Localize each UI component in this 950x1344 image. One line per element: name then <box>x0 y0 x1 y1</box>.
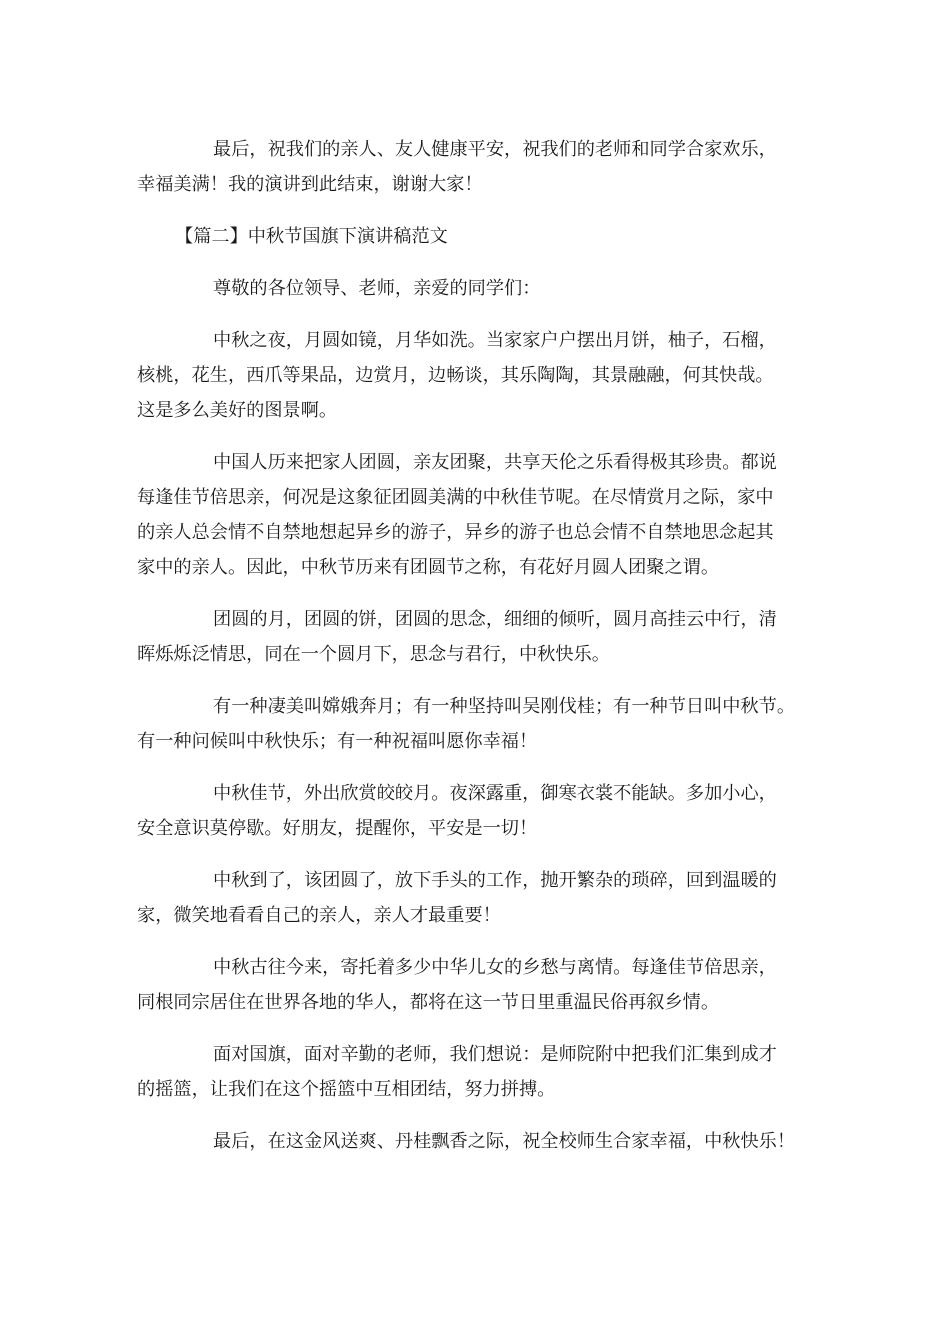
text-line: 中秋佳节，外出欣赏皎皎月。夜深露重，御寒衣裳不能缺。多加小心， <box>213 783 777 804</box>
text-line: 有一种问候叫中秋快乐；有一种祝福叫愿你幸福！ <box>137 731 538 752</box>
text-line: 尊敬的各位领导、老师，亲爱的同学们： <box>213 278 541 299</box>
text-line: 中秋之夜，月圆如镜，月华如洗。当家家户户摆出月饼，柚子，石榴， <box>213 330 777 351</box>
text-line: 最后，祝我们的亲人、友人健康平安，祝我们的老师和同学合家欢乐， <box>213 139 777 160</box>
text-line: 这是多么美好的图景啊。 <box>137 400 338 421</box>
text-line: 幸福美满！我的演讲到此结束，谢谢大家！ <box>137 174 483 195</box>
paragraph <box>137 776 827 846</box>
text-line: 有一种凄美叫嫦娥奔月；有一种坚持叫吴刚伐桂；有一种节日叫中秋节。 <box>213 696 796 717</box>
paragraph <box>137 602 827 672</box>
text-line: 同根同宗居住在世界各地的华人，都将在这一节日里重温民俗再叙乡情。 <box>137 992 720 1013</box>
paragraph <box>137 863 827 933</box>
paragraph <box>137 1037 827 1107</box>
text-line: 面对国旗，面对辛勤的老师，我们想说：是师院附中把我们汇集到成才 <box>213 1044 777 1065</box>
salutation <box>137 271 827 306</box>
text-line: 家，微笑地看看自己的亲人，亲人才最重要！ <box>137 905 501 926</box>
text-line: 中国人历来把家人团圆，亲友团聚，共享天伦之乐看得极其珍贵。都说 <box>213 452 777 473</box>
document-content <box>137 132 827 1176</box>
text-line: 晖烁烁泛情思，同在一个圆月下，思念与君行，中秋快乐。 <box>137 644 610 665</box>
text-line: 的摇篮，让我们在这个摇篮中互相团结，努力拼搏。 <box>137 1079 556 1100</box>
text-line: 家中的亲人。因此，中秋节历来有团圆节之称，有花好月圆人团聚之谓。 <box>137 557 720 578</box>
paragraph <box>137 445 827 585</box>
text-line: 每逢佳节倍思亲，何况是这象征团圆美满的中秋佳节呢。在尽情赏月之际，家中 <box>137 487 774 508</box>
text-line: 最后，在这金风送爽、丹桂飘香之际，祝全校师生合家幸福，中秋快乐！ <box>213 1131 796 1152</box>
text-line: 的亲人总会情不自禁地想起异乡的游子，异乡的游子也总会情不自禁地思念起其 <box>137 522 774 543</box>
paragraph-closing <box>137 1124 827 1159</box>
text-line: 安全意识莫停歇。好朋友，提醒你，平安是一切！ <box>137 818 538 839</box>
text-line: 核桃，花生，西爪等果品，边赏月，边畅谈，其乐陶陶，其景融融，何其快哉。 <box>137 365 774 386</box>
text-line: 团圆的月，团圆的饼，团圆的思念，细细的倾听，圆月高挂云中行，清 <box>213 609 777 630</box>
paragraph <box>137 323 827 428</box>
text-line: 中秋到了，该团圆了，放下手头的工作，抛开繁杂的琐碎，回到温暖的 <box>213 870 777 891</box>
paragraph <box>137 689 827 759</box>
text-line: 中秋古往今来，寄托着多少中华儿女的乡愁与离情。每逢佳节倍思亲， <box>213 957 777 978</box>
paragraph-closing-previous <box>137 132 827 202</box>
paragraph <box>137 950 827 1020</box>
section-heading: 【篇二】中秋节国旗下演讲稿范文 <box>175 226 448 247</box>
